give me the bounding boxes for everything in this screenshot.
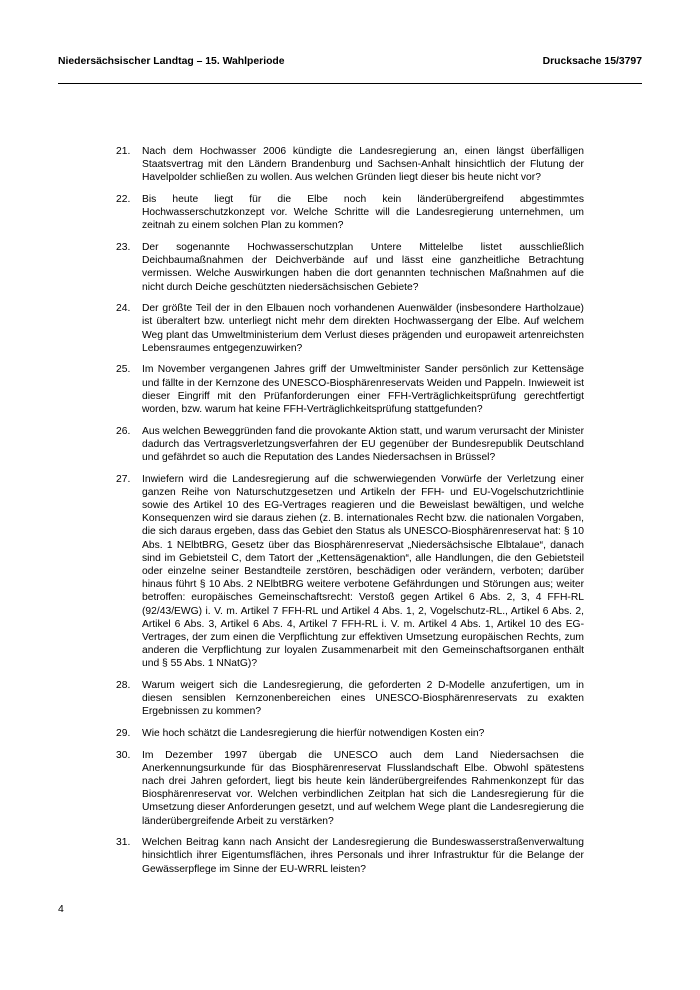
question-item: [116, 679, 584, 719]
question-item: [116, 302, 584, 355]
document-number: Drucksache 15/3797: [542, 56, 642, 67]
question-item: [116, 836, 584, 876]
question-number: 25.: [116, 364, 131, 376]
question-number: 29.: [116, 728, 131, 740]
question-number: 31.: [116, 837, 131, 849]
question-text: Aus welchen Beweggründen fand die provokante Aktion statt, und warum verursacht der Minister dadurch das Vertragsverletzungsverfahren der EU gegenüber der Bundesrepublik Deutschland und gefährdet so auch die Reputation des Landes Niedersachsen in Brüssel?: [142, 425, 584, 464]
question-item: [116, 145, 584, 185]
question-number: 26.: [116, 425, 131, 437]
question-text: Welchen Beitrag kann nach Ansicht der Landesregierung die Bundeswasserstraßenverwaltung hinsichtlich ihrer Eigentumsflächen, ihres Personals und ihrer Infrastruktur für die Belange der Gewässerpflege im Sinne der EU-WRRL leisten?: [142, 837, 584, 875]
question-text: Im Dezember 1997 übergab die UNESCO auch dem Land Niedersachsen die Anerkennungsurkunde für das Biosphärenreservat Flusslandschaft Elbe. Obwohl spätestens nach drei Jahren gefordert, liegt bis heute kein länderübergreifendes Rahmenkonzept für das Biosphärenreservat vor. Welchen verbindlichen Zeitplan hat sich die Landesregierung für die Umsetzung dieser Anforderungen gesetzt, und auf welchem Wege plant die Landesregierung die länderübergreifende Arbeit zu verstärken?: [142, 749, 584, 827]
question-text: Inwiefern wird die Landesregierung auf die schwerwiegenden Vorwürfe der Verletzung einer ganzen Reihe von Naturschutzgesetzen und Artikeln der FFH- und EU-Vogelschutzrichtlinie sowie des Artikel 10 des EG-Vertrages reagieren und die Beweislast bewältigen, und welche Konsequenzen wird sie daraus ziehen (z. B. internationales Recht bzw. die nationalen Vorgaben, die sich daraus ergeben, dass das Gebiet den Status als UNESCO-Biosphärenreservat hat: § 10 Abs. 1 NElbtBRG, Gesetz über das Biosphärenreservat „Niedersächsische Elbtalaue“, danach sind im Gebietsteil C, dem Tatort der „Kettensägenaktion“, alle Handlungen, die den Gebietsteil oder einzelne seiner Bestandteile zerstören, beschädigen oder verändern, verboten; darüber hinaus führt § 10 Abs. 2 NElbtBRG weitere verbotene Gefährdungen und Störungen aus; weiter betroffen: europäisches Gemeinschaftsrecht: Verstoß gegen Artikel 6 Abs. 2, 3, 4 FFH-RL (92/43/EWG) i. V. m. Artikel 7 FFH-RL und Artikel 4 Abs. 1, 2, Vogelschutz-RL., Artikel 6 Abs. 2, Artikel 6 Abs. 3, Artikel 6 Abs. 4, Artikel 7 FFH-RL i. V. m. Artikel 4 Abs. 1, Artikel 10 des EG-Vertrages, der zum einen die Verpflichtung zur effektiven Umsetzung europäischen Rechts, zum anderen die Verpflichtung zur loyalen Zusammenarbeit mit den Gemeinschaftsorganen enthält und § 55 Abs. 1 NNatG)?: [142, 473, 584, 670]
question-number: 22.: [116, 194, 131, 205]
question-item: [116, 193, 584, 233]
question-list: [116, 145, 584, 884]
page-header: [58, 56, 642, 67]
question-number: 21.: [116, 146, 131, 157]
question-item: [116, 425, 584, 465]
page-number: 4: [58, 904, 64, 915]
question-item: [116, 473, 584, 671]
question-text: Warum weigert sich die Landesregierung, die geforderten 2 D-Modelle anzufertigen, um in diesen sensiblen Kernzonenbereichen eines UNESCO-Biosphärenreservats zu exakten Ergebnissen zu kommen?: [142, 680, 584, 718]
question-text: Wie hoch schätzt die Landesregierung die hierfür notwendigen Kosten ein?: [142, 728, 485, 740]
question-number: 24.: [116, 303, 131, 315]
question-number: 23.: [116, 242, 131, 253]
question-item: [116, 749, 584, 828]
question-text: Nach dem Hochwasser 2006 kündigte die Landesregierung an, einen längst überfälligen Staatsvertrag mit den Ländern Brandenburg und Sachsen-Anhalt hinsichtlich der Flutung der Havelpolder schließen zu wollen. Aus welchen Gründen liegt dieser bis heute nicht vor?: [142, 146, 584, 184]
question-item: [116, 241, 584, 294]
question-text: Bis heute liegt für die Elbe noch kein länderübergreifend abgestimmtes Hochwasserschutzkonzept vor. Welche Schritte will die Landesregierung unternehmen, um zeitnah zu einem solchen Plan zu kommen?: [142, 194, 584, 232]
question-number: 28.: [116, 680, 131, 692]
question-text: Der größte Teil der in den Elbauen noch vorhandenen Auenwälder (insbesondere Hartholzaue) ist überaltert bzw. unterliegt nicht mehr dem direkten Hochwassergang der Elbe. Auf welchem Weg plant das Umweltministerium dem Verlust dieses prägenden und europaweit artenreichsten Lebensraumes entgegenzuwirken?: [142, 303, 584, 354]
header-title: Niedersächsischer Landtag – 15. Wahlperiode: [58, 56, 285, 67]
question-text: Der sogenannte Hochwasserschutzplan Untere Mittelelbe listet ausschließlich Deichbaumaßnahmen der Deichverbände auf und lässt eine ganzheitliche Betrachtung vermissen. Welche Auswirkungen haben die dort genannten technischen Maßnahmen auf die nicht durch Deiche geschützten niedersächsischen Gebiete?: [142, 242, 584, 293]
question-item: [116, 727, 584, 740]
header-divider: [58, 83, 642, 84]
question-item: [116, 363, 584, 416]
question-number: 27.: [116, 473, 131, 485]
question-text: Im November vergangenen Jahres griff der Umweltminister Sander persönlich zur Kettensäge und fällte in der Kernzone des UNESCO-Biosphärenreservats Weiden und Pappeln. Inwieweit ist dieser Eingriff mit den Prüfanforderungen einer FFH-Verträglichkeitsprüfung gerechtfertigt worden, bzw. warum hat keine FFH-Verträglichkeitsprüfung stattgefunden?: [142, 364, 584, 416]
question-number: 30.: [116, 749, 131, 761]
